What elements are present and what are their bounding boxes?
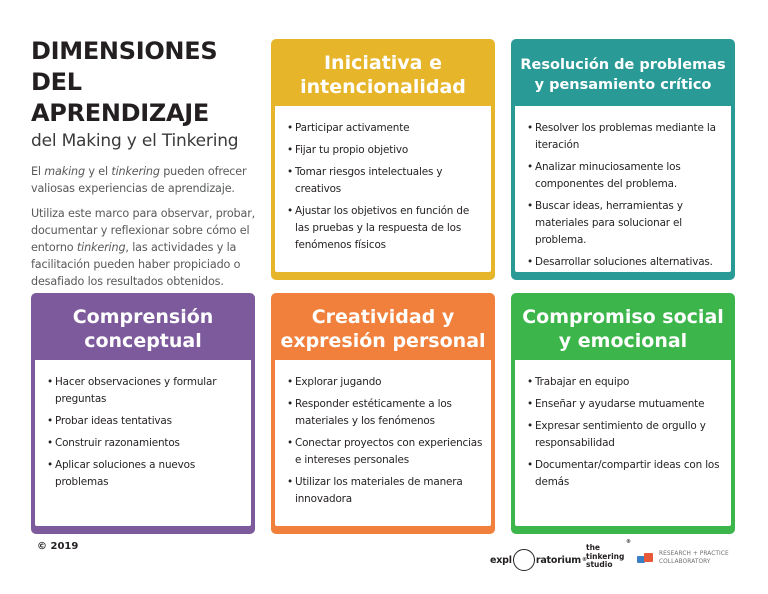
copyright-notice: © 2019: [37, 541, 79, 552]
card-iniciativa-title: [275, 43, 491, 106]
card-resolucion-list: [527, 120, 723, 271]
card-resolucion-title-line-1: Resolución de problemas: [520, 56, 726, 73]
card-comprension-title: [35, 297, 251, 360]
card-compromiso-title: [515, 297, 731, 360]
list-item: • Trabajar en equipo: [527, 374, 723, 391]
intro-p1-making: making: [44, 165, 85, 178]
intro-p1-c: pueden ofrecer valiosas experiencias de aprendizaje.: [31, 165, 247, 195]
card-creatividad-title-line-2: expresión personal: [280, 329, 486, 352]
card-comprension: [31, 293, 255, 534]
card-comprension-body: [35, 360, 251, 526]
list-item: • Documentar/compartir ideas con los demás: [527, 457, 723, 491]
page-subtitle: del Making y el Tinkering: [31, 131, 239, 151]
list-item: • Fijar tu propio objetivo: [287, 142, 483, 159]
intro-p1-b: y el: [84, 165, 112, 178]
card-iniciativa-body: [275, 106, 491, 272]
card-compromiso-title-line-2: y emocional: [558, 329, 688, 352]
title-line-1: DIMENSIONES: [31, 37, 218, 65]
card-creatividad-title-line-1: Creatividad y: [311, 305, 455, 328]
page-title: [31, 36, 263, 129]
list-item: • Participar activamente: [287, 120, 483, 137]
list-item: • Desarrollar soluciones alternativas.: [527, 254, 723, 271]
list-item: • Explorar jugando: [287, 374, 483, 391]
tinkering-registered-mark: ®: [626, 539, 631, 545]
card-compromiso: [511, 293, 735, 534]
list-item: • Buscar ideas, herramientas y materiales para solucionar el problema.: [527, 198, 723, 249]
tinkering-logo-line-2: tinkering: [586, 551, 625, 561]
list-item: • Enseñar y ayudarse mutuamente: [527, 396, 723, 413]
title-line-2: DEL APRENDIZAJE: [31, 68, 209, 127]
card-resolucion-title: [515, 43, 731, 106]
exploratorium-logo-left: expl: [490, 554, 512, 566]
card-compromiso-body: [515, 360, 731, 526]
card-creatividad-list: [287, 374, 483, 508]
card-resolucion-title-line-2: y pensamiento crítico: [534, 76, 712, 93]
intro-p2-a: Utiliza este marco para observar, probar, documentar y reflexionar sobre cómo el entorno: [31, 207, 256, 254]
card-creatividad-body: [275, 360, 491, 526]
rpc-logo-text: [659, 551, 729, 566]
list-item: • Construir razonamientos: [47, 435, 243, 452]
exploratorium-registered-mark: ®: [582, 557, 587, 563]
card-creatividad: [271, 293, 495, 534]
card-comprension-title-line-1: Comprensión: [72, 305, 214, 328]
list-item: • Hacer observaciones y formular preguntas: [47, 374, 243, 408]
list-item: • Expresar sentimiento de orgullo y responsabilidad: [527, 418, 723, 452]
rpc-mark-icon: [637, 553, 655, 565]
tinkering-logo-line-1: the: [586, 543, 601, 552]
list-item: • Resolver los problemas mediante la iteración: [527, 120, 723, 154]
card-comprension-title-line-2: conceptual: [84, 329, 202, 352]
intro-p1-a: El: [31, 165, 45, 178]
list-item: • Aplicar soluciones a nuevos problemas: [47, 457, 243, 491]
card-compromiso-title-line-1: Compromiso social: [522, 305, 724, 328]
card-iniciativa-title-line-2: intencionalidad: [300, 75, 466, 98]
exploratorium-logo: [490, 549, 587, 571]
intro-p2-b: , las actividades y la facilitación pueden haber propiciado o desafiado los resultados obtenidos.: [31, 241, 241, 288]
list-item: • Conectar proyectos con experiencias e intereses personales: [287, 435, 483, 469]
card-resolucion: [511, 39, 735, 280]
card-iniciativa-list: [287, 120, 483, 254]
intro-paragraph-2: [31, 205, 263, 290]
rpc-logo-line-2: COLLABORATORY: [659, 558, 711, 565]
list-item: • Analizar minuciosamente los componentes del problema.: [527, 159, 723, 193]
card-iniciativa: [271, 39, 495, 280]
exploratorium-ring-icon: [513, 549, 535, 571]
tinkering-logo-line-3: studio: [586, 560, 613, 569]
list-item: • Ajustar los objetivos en función de las pruebas y la respuesta de los fenómenos físicos: [287, 203, 483, 254]
intro-p1-tinkering: tinkering: [111, 165, 160, 178]
exploratorium-logo-right: ratorium: [535, 554, 581, 566]
rpc-logo-line-1: RESEARCH + PRACTICE: [659, 551, 729, 557]
list-item: • Tomar riesgos intelectuales y creativos: [287, 164, 483, 198]
list-item: • Responder estéticamente a los materiales y los fenómenos: [287, 396, 483, 430]
card-creatividad-title: [275, 297, 491, 360]
card-iniciativa-title-line-1: Iniciativa e: [323, 51, 442, 74]
list-item: • Probar ideas tentativas: [47, 413, 243, 430]
intro-panel: [31, 36, 263, 290]
intro-paragraph-1: [31, 163, 263, 197]
rpc-logo: [637, 551, 729, 566]
card-compromiso-list: [527, 374, 723, 491]
tinkering-studio-logo: [586, 539, 631, 570]
card-comprension-list: [47, 374, 243, 491]
list-item: • Utilizar los materiales de manera innovadora: [287, 474, 483, 508]
card-resolucion-body: [515, 106, 731, 272]
intro-p2-tinkering: tinkering: [76, 241, 126, 254]
